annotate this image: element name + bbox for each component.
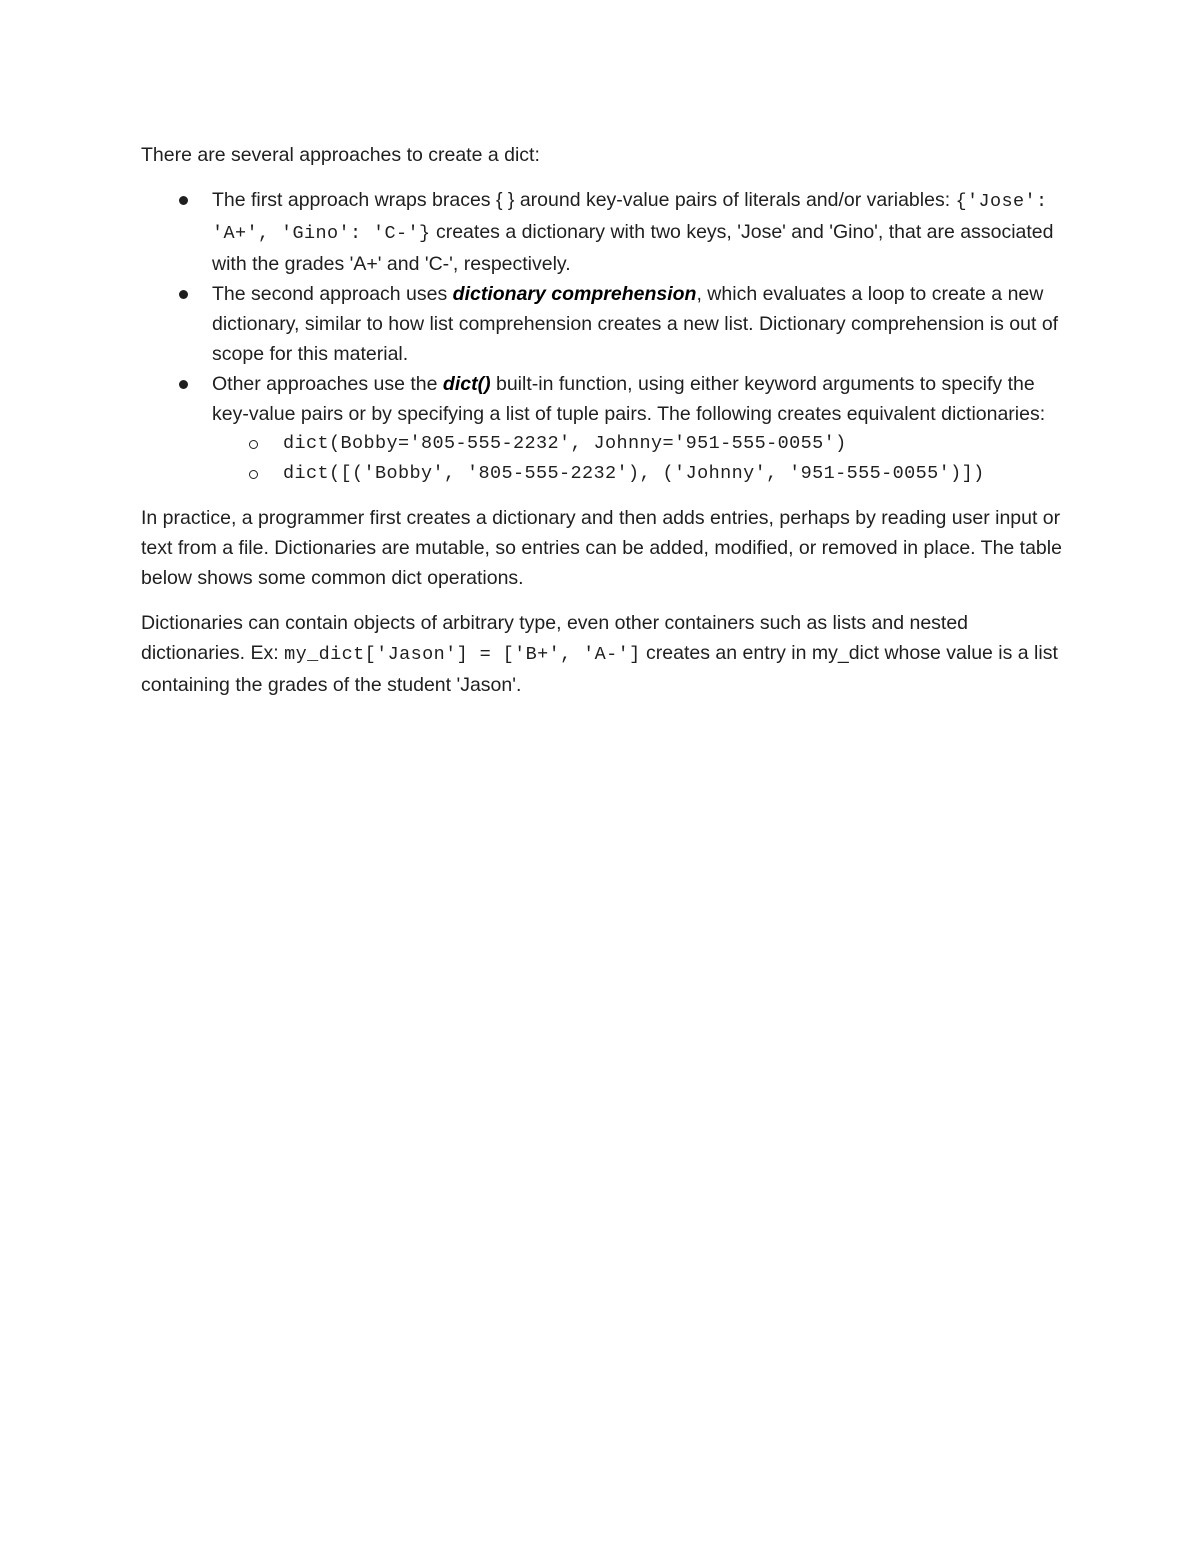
containers-text-end: creates an entry in my_dict whose value is a list containing the grades of the student 'Jason'. xyxy=(141,642,1058,696)
dict-literal-code: {'Jose': 'A+', 'Gino': 'C-'} xyxy=(212,191,1048,244)
containers-paragraph xyxy=(141,608,1071,700)
list-item-comprehension xyxy=(212,279,1071,369)
comprehension-term: dictionary comprehension xyxy=(452,283,697,305)
practice-paragraph: In practice, a programmer first creates a dictionary and then adds entries, perhaps by reading user input or text from a file. Dictionaries are mutable, so entries can be added, modified, or removed in place. The table below shows some common dict operations. xyxy=(141,507,1062,589)
dict-example-tuples: dict([('Bobby', '805-555-2232'), ('Johnny', '951-555-0055')]) xyxy=(283,459,1071,489)
comprehension-text-end: , which evaluates a loop to create a new dictionary, similar to how list comprehension creates a new list. Dictionary comprehension is out of scope for this material. xyxy=(212,283,1059,365)
dict-examples-list xyxy=(212,429,1071,489)
list-item-dict-function xyxy=(212,369,1071,489)
braces-text-end: creates a dictionary with two keys, 'Jose' and 'Gino', that are associated with the grades 'A+' and 'C-', respectively. xyxy=(212,221,1054,275)
braces-text-start: The first approach wraps braces { } around key-value pairs of literals and/or variables: xyxy=(212,189,956,211)
dict-function-text-start: Other approaches use the xyxy=(212,373,443,395)
dict-function-text-end: built-in function, using either keyword arguments to specify the key-value pairs or by specifying a list of tuple pairs. The following creates equivalent dictionaries: xyxy=(212,373,1046,425)
intro-paragraph: There are several approaches to create a dict: xyxy=(141,144,540,166)
dict-example-keywords: dict(Bobby='805-555-2232', Johnny='951-555-0055') xyxy=(283,429,1071,459)
list-item-braces xyxy=(212,185,1071,279)
nested-list-code: my_dict['Jason'] = ['B+', 'A-'] xyxy=(284,644,641,665)
comprehension-text-start: The second approach uses xyxy=(212,283,453,305)
approaches-list xyxy=(141,185,1071,489)
containers-text-start: Dictionaries can contain objects of arbitrary type, even other containers such as lists and nested dictionaries. Ex: xyxy=(141,612,969,664)
document-body xyxy=(141,140,1071,700)
dict-function-term: dict() xyxy=(442,373,491,395)
